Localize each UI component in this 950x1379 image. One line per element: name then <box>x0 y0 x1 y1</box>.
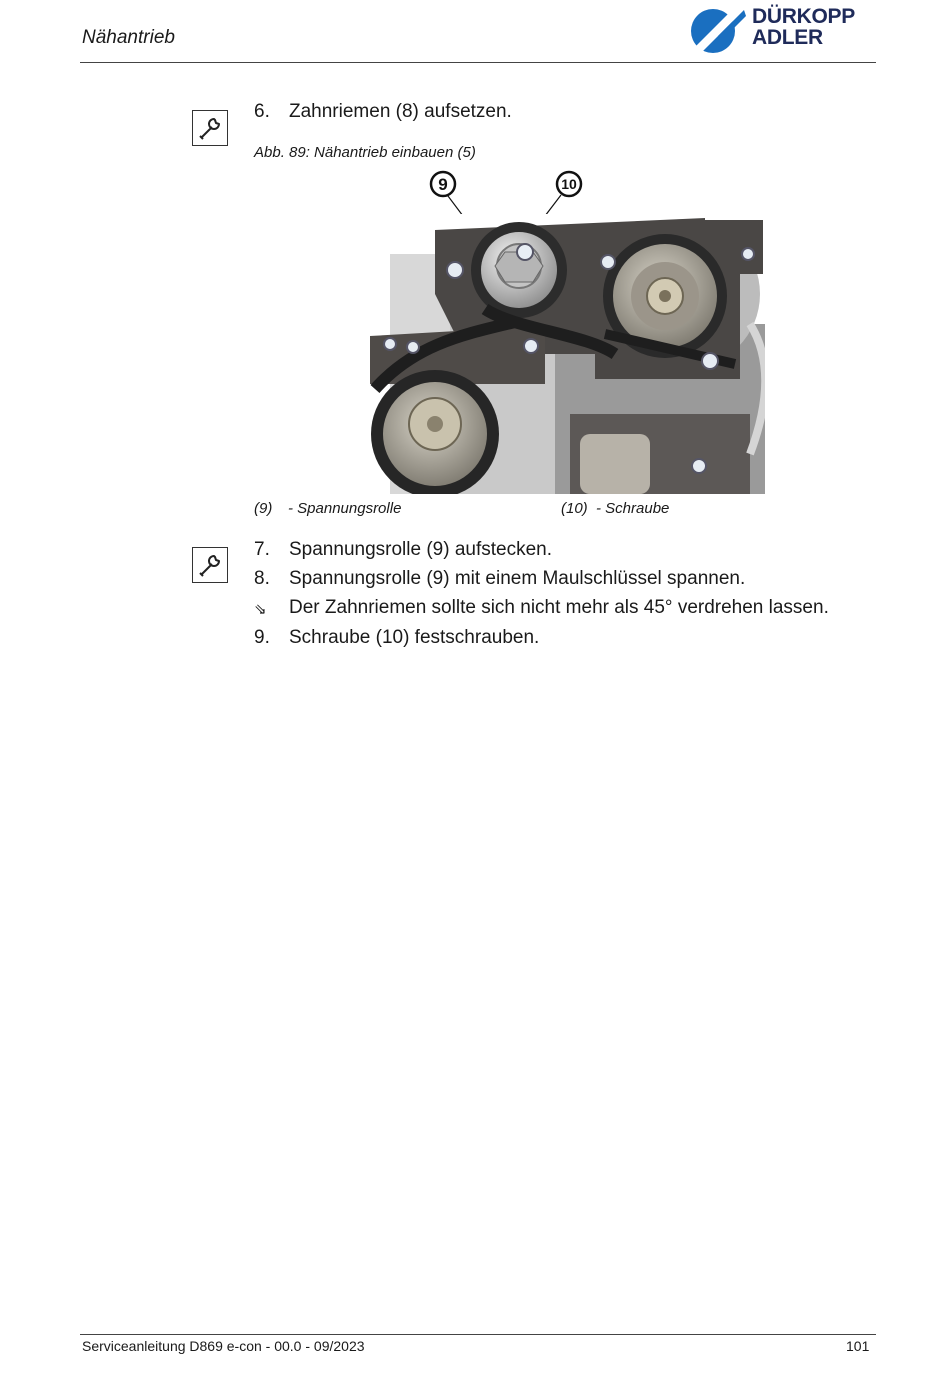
drive-assembly-photo <box>355 214 765 494</box>
step-text: Zahnriemen (8) aufsetzen. <box>289 101 512 122</box>
legend-9-text: - Spannungsrolle <box>288 500 402 517</box>
legend-10-text: - Schraube <box>596 500 670 517</box>
footer-divider <box>80 1334 876 1335</box>
step-9 <box>254 627 854 649</box>
callout-10-label: 10 <box>561 176 577 192</box>
figure-caption: Abb. 89: Nähantrieb einbauen (5) <box>254 144 476 161</box>
step-text: Spannungsrolle (9) mit einem Maulschlüssel spannen. <box>289 568 746 589</box>
step-8 <box>254 568 854 590</box>
page-number: 101 <box>846 1338 870 1354</box>
step-number: 7. <box>254 539 270 560</box>
step-text: Spannungsrolle (9) aufstecken. <box>289 539 552 560</box>
step-7 <box>254 539 854 561</box>
callout-9-label: 9 <box>438 175 448 194</box>
legend-10-number: (10) <box>561 500 588 517</box>
step-number: 8. <box>254 568 270 589</box>
legend-9-number: (9) <box>254 500 273 517</box>
brand-name-line2: ADLER <box>752 26 823 49</box>
brand-name-line1: DÜRKOPP <box>752 5 855 28</box>
step-number: 9. <box>254 627 270 648</box>
footer-document-title: Serviceanleitung D869 e-con - 00.0 - 09/2023 <box>82 1338 365 1354</box>
step-number: 6. <box>254 101 270 122</box>
step-text: Der Zahnriemen sollte sich nicht mehr als 45° verdrehen lassen. <box>289 597 829 618</box>
wrench-icon <box>192 547 228 583</box>
result-arrow-icon: ⇘ <box>254 601 267 618</box>
step-result <box>254 597 854 619</box>
step-text: Schraube (10) festschrauben. <box>289 627 540 648</box>
page-header-title: Nähantrieb <box>82 27 175 48</box>
